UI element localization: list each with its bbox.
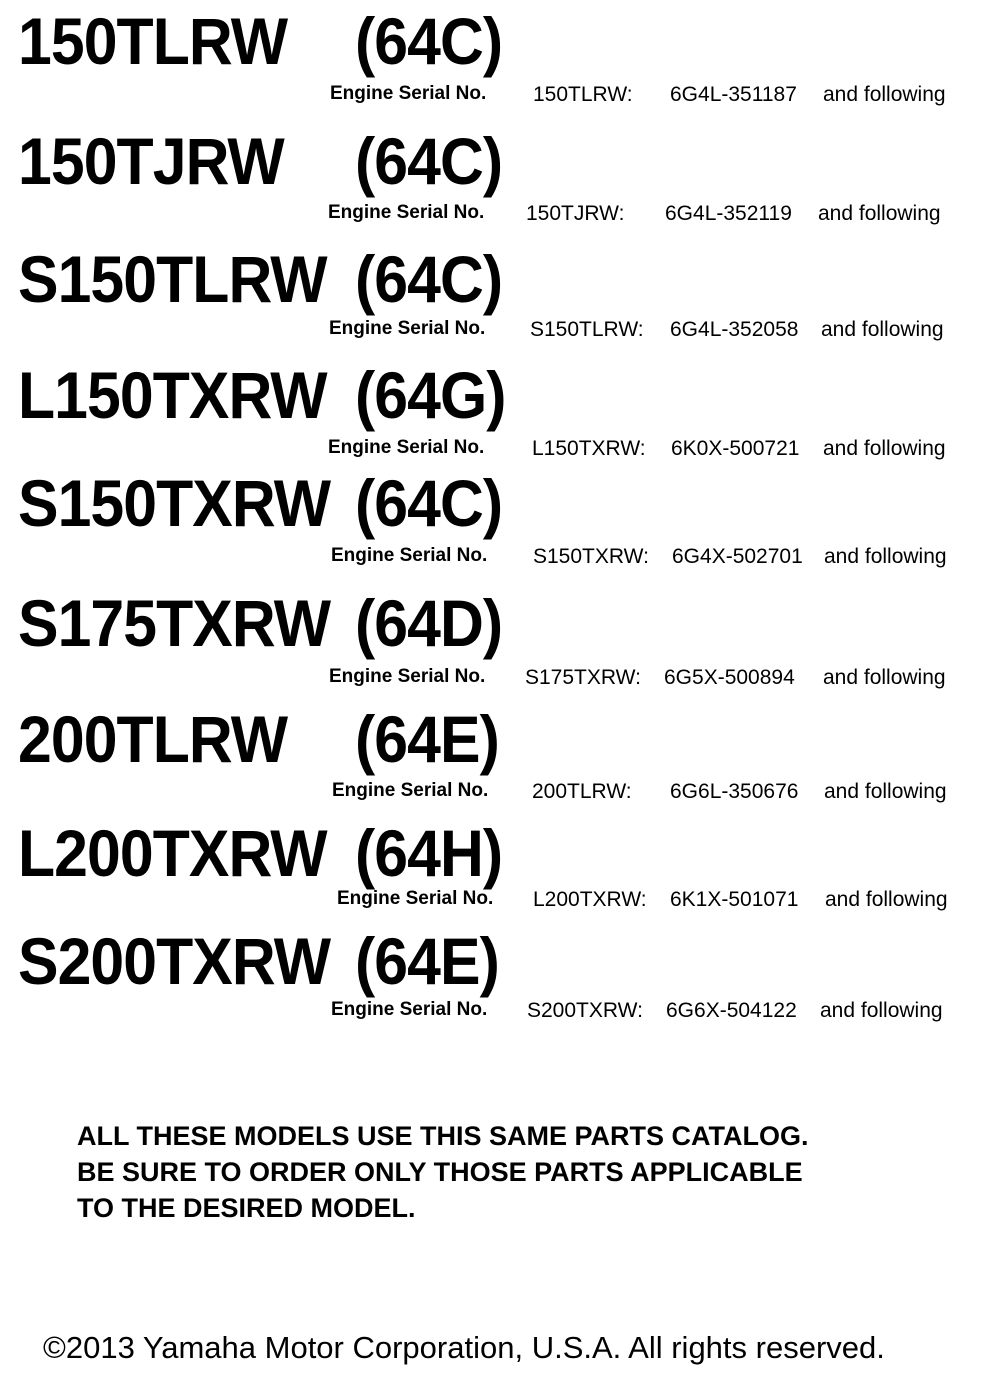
copyright-notice: ©2013 Yamaha Motor Corporation, U.S.A. All rights reserved.: [43, 1330, 885, 1365]
model-code: (64C): [355, 242, 503, 316]
model-name: 150TJRW: [18, 124, 284, 198]
serial-number: 6K0X-500721: [671, 437, 800, 460]
serial-label: Engine Serial No.: [329, 318, 486, 339]
serial-suffix: and following: [824, 780, 947, 803]
serial-number: 6G6X-504122: [666, 999, 797, 1022]
serial-label: Engine Serial No.: [328, 202, 485, 223]
serial-number: 6G4X-502701: [672, 545, 803, 568]
notice-line: BE SURE TO ORDER ONLY THOSE PARTS APPLICABLE: [77, 1157, 803, 1187]
serial-model: 200TLRW:: [532, 780, 632, 803]
serial-label: Engine Serial No.: [330, 83, 487, 104]
model-name: 200TLRW: [18, 702, 288, 776]
serial-label: Engine Serial No.: [328, 437, 485, 458]
catalog-notice: [77, 1118, 957, 1226]
serial-label: Engine Serial No.: [331, 545, 488, 566]
model-code: (64H): [355, 816, 503, 890]
serial-number: 6K1X-501071: [670, 888, 799, 911]
model-name: S175TXRW: [18, 586, 331, 660]
serial-suffix: and following: [820, 999, 943, 1022]
serial-model: S150TLRW:: [530, 318, 644, 341]
serial-model: 150TLRW:: [533, 83, 633, 106]
serial-suffix: and following: [823, 666, 946, 689]
serial-model: 150TJRW:: [526, 202, 625, 225]
notice-line: TO THE DESIRED MODEL.: [77, 1193, 416, 1223]
notice-line: ALL THESE MODELS USE THIS SAME PARTS CATALOG.: [77, 1121, 809, 1151]
model-code: (64C): [355, 124, 503, 198]
model-name: 150TLRW: [18, 4, 288, 78]
serial-number: 6G6L-350676: [670, 780, 799, 803]
model-code: (64C): [355, 466, 503, 540]
serial-model: L150TXRW:: [532, 437, 646, 460]
serial-model: S175TXRW:: [525, 666, 641, 689]
serial-model: L200TXRW:: [533, 888, 647, 911]
serial-suffix: and following: [823, 437, 946, 460]
model-name: S150TLRW: [18, 242, 327, 316]
serial-suffix: and following: [821, 318, 944, 341]
serial-model: S200TXRW:: [527, 999, 643, 1022]
model-code: (64E): [355, 702, 499, 776]
model-name: S150TXRW: [18, 466, 331, 540]
model-code: (64E): [355, 924, 499, 998]
serial-suffix: and following: [818, 202, 941, 225]
serial-suffix: and following: [823, 83, 946, 106]
serial-label: Engine Serial No.: [331, 999, 488, 1020]
serial-suffix: and following: [825, 888, 948, 911]
serial-model: S150TXRW:: [533, 545, 649, 568]
model-name: L150TXRW: [18, 358, 327, 432]
model-name: L200TXRW: [18, 816, 327, 890]
serial-number: 6G4L-352058: [670, 318, 799, 341]
serial-label: Engine Serial No.: [332, 780, 489, 801]
model-code: (64C): [355, 4, 503, 78]
model-code: (64G): [355, 358, 506, 432]
serial-label: Engine Serial No.: [337, 888, 494, 909]
model-code: (64D): [355, 586, 503, 660]
serial-number: 6G4L-352119: [665, 202, 792, 225]
model-name: S200TXRW: [18, 924, 331, 998]
serial-number: 6G4L-351187: [670, 83, 797, 106]
serial-number: 6G5X-500894: [664, 666, 795, 689]
serial-suffix: and following: [824, 545, 947, 568]
serial-label: Engine Serial No.: [329, 666, 486, 687]
